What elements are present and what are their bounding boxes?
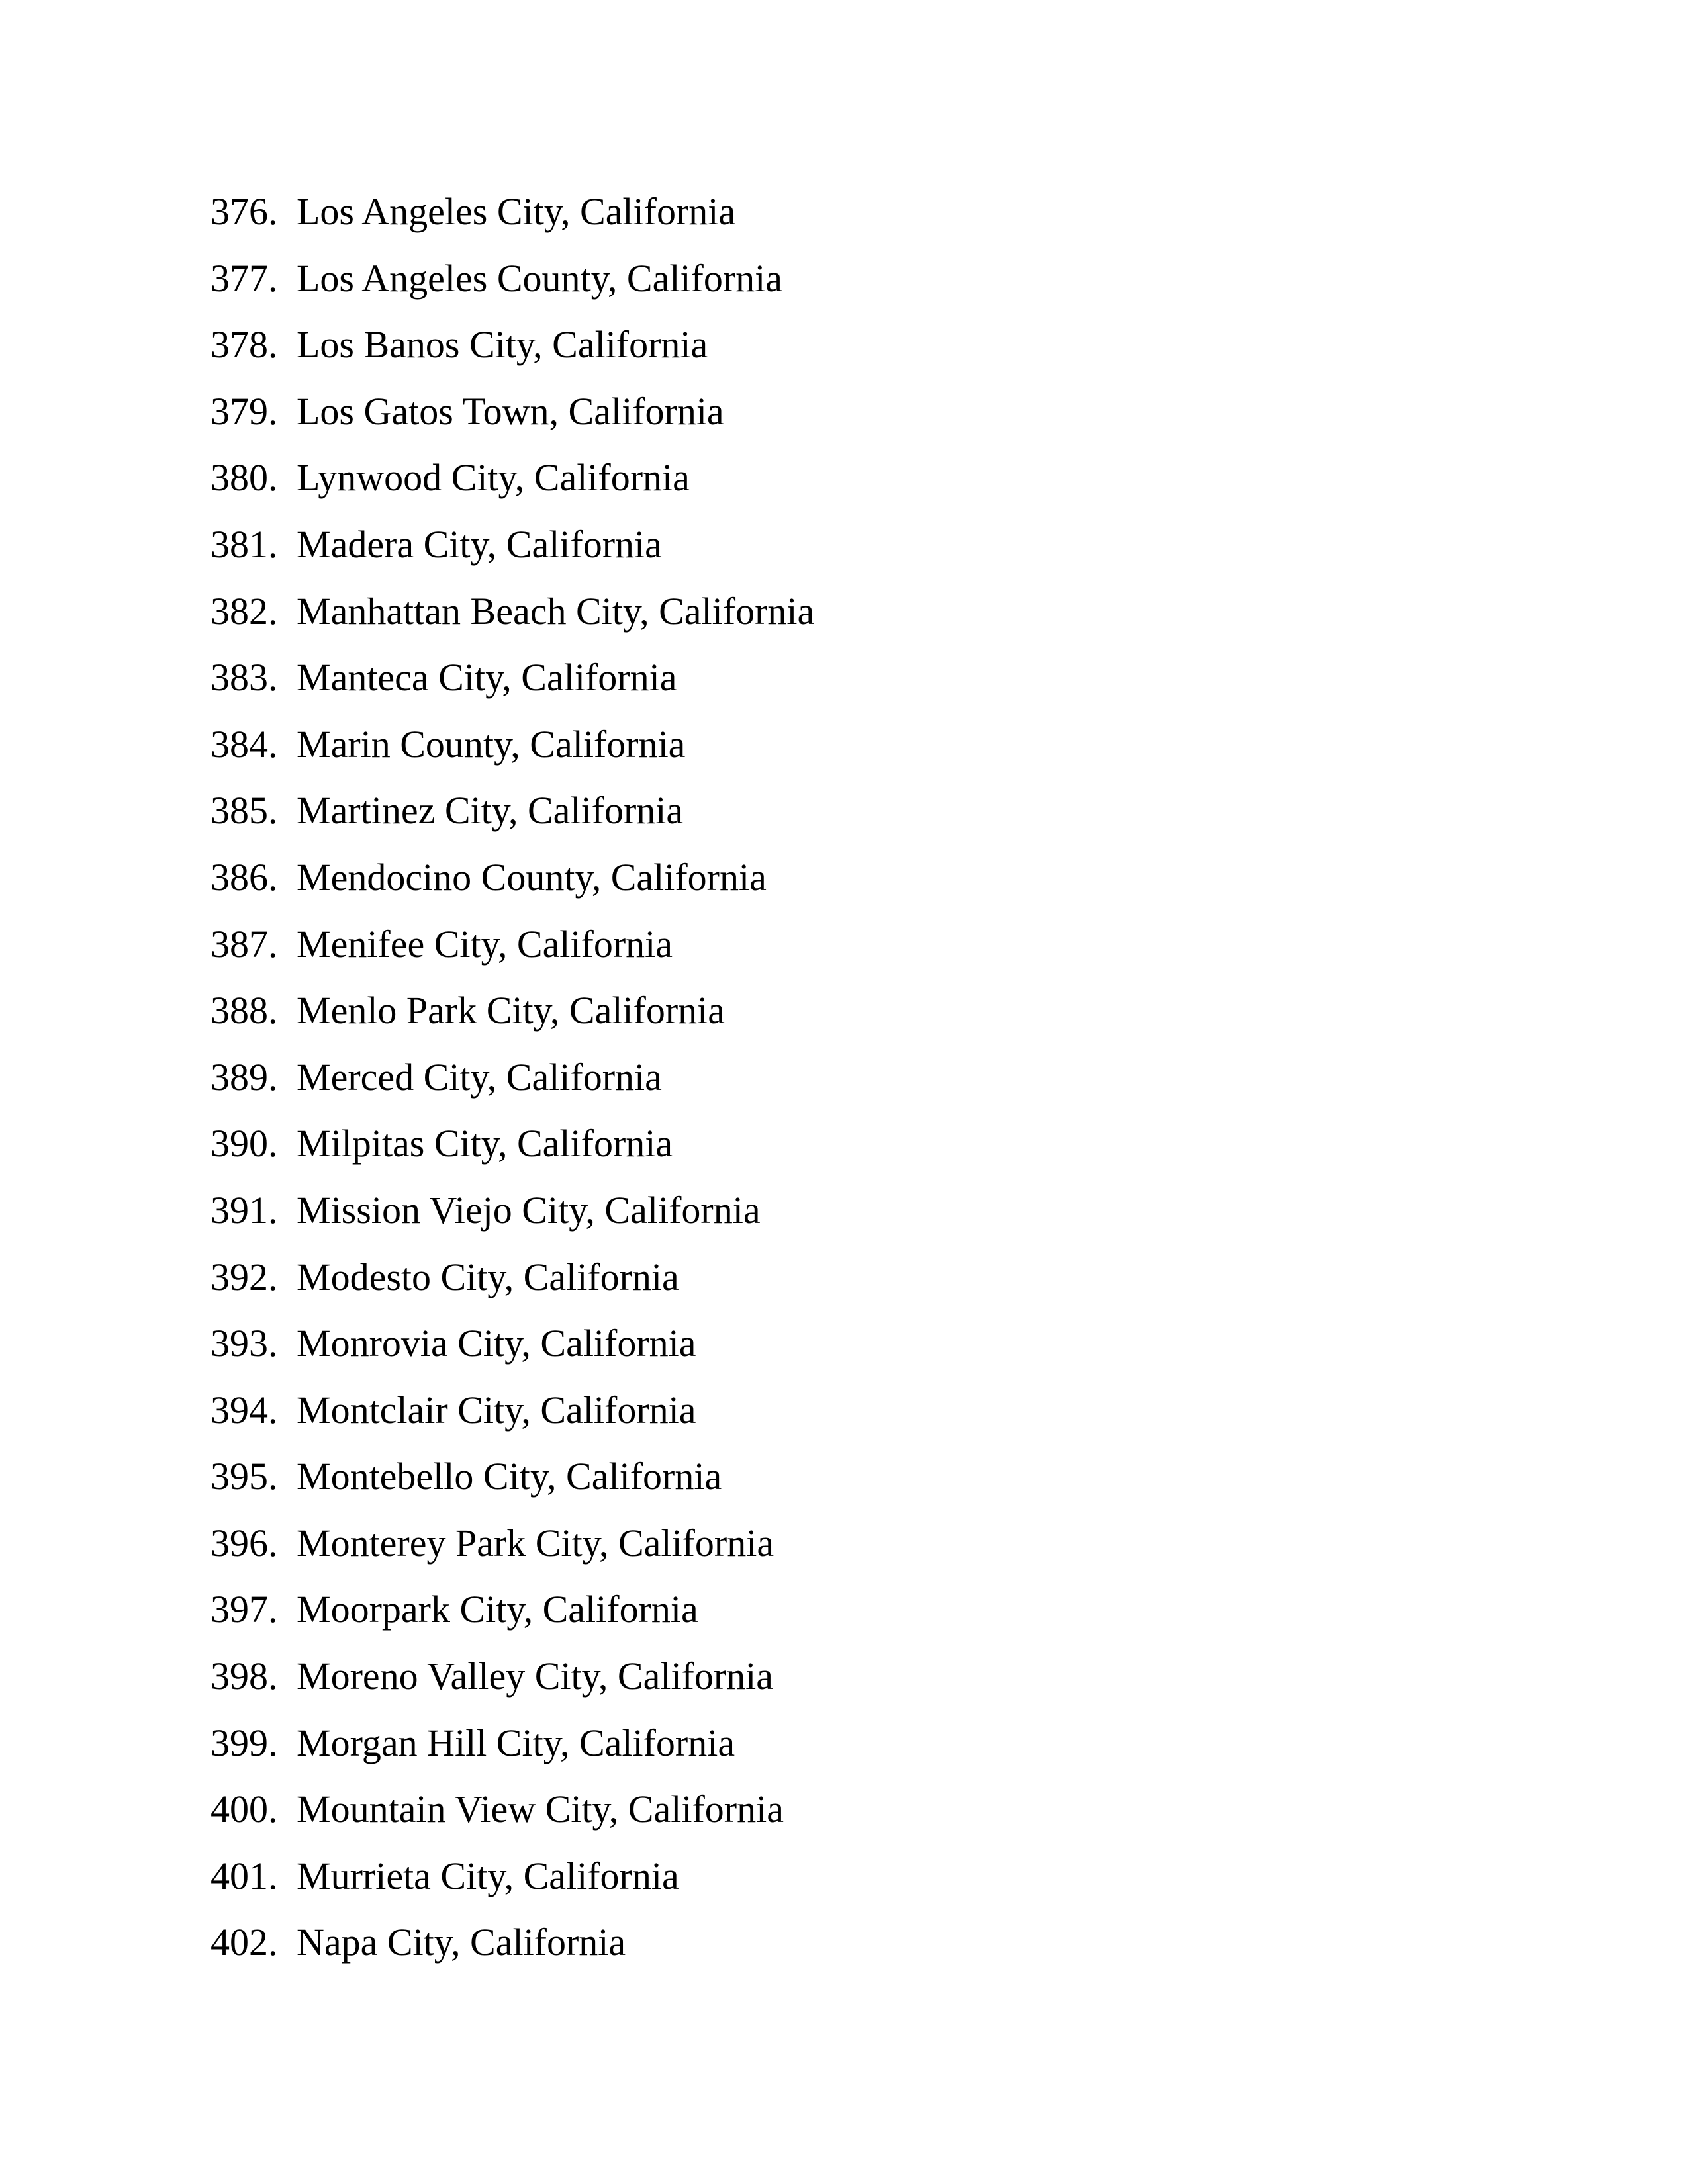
item-number: 377. bbox=[211, 256, 278, 300]
item-text: Murrieta City, California bbox=[297, 1854, 679, 1897]
item-text: Mendocino County, California bbox=[297, 855, 767, 899]
item-text: Menlo Park City, California bbox=[297, 989, 726, 1032]
item-number: 388. bbox=[211, 989, 278, 1032]
item-text: Los Banos City, California bbox=[297, 323, 708, 367]
item-number: 378. bbox=[211, 323, 278, 367]
item-number: 396. bbox=[211, 1521, 278, 1565]
item-number: 382. bbox=[211, 589, 278, 633]
item-text: Morgan Hill City, California bbox=[297, 1721, 735, 1764]
item-number: 397. bbox=[211, 1588, 278, 1631]
item-text: Manteca City, California bbox=[297, 656, 677, 700]
item-text: Napa City, California bbox=[297, 1921, 626, 1964]
item-text: Moreno Valley City, California bbox=[297, 1655, 774, 1698]
item-number: 391. bbox=[211, 1188, 278, 1232]
item-text: Montclair City, California bbox=[297, 1388, 696, 1432]
item-text: Martinez City, California bbox=[297, 789, 684, 833]
item-number: 395. bbox=[211, 1455, 278, 1498]
item-number: 392. bbox=[211, 1255, 278, 1298]
item-text: Monrovia City, California bbox=[297, 1322, 696, 1365]
item-number: 380. bbox=[211, 456, 278, 500]
item-number: 381. bbox=[211, 522, 278, 566]
item-text: Los Angeles City, California bbox=[297, 190, 736, 233]
item-text: Los Gatos Town, California bbox=[297, 389, 724, 433]
item-text: Madera City, California bbox=[297, 522, 662, 566]
item-number: 400. bbox=[211, 1788, 278, 1831]
item-text: Menifee City, California bbox=[297, 922, 673, 966]
item-text: Merced City, California bbox=[297, 1055, 662, 1099]
item-number: 402. bbox=[211, 1921, 278, 1964]
item-text: Mission Viejo City, California bbox=[297, 1188, 761, 1232]
item-number: 399. bbox=[211, 1721, 278, 1764]
item-text: Moorpark City, California bbox=[297, 1588, 698, 1631]
item-text: Los Angeles County, California bbox=[297, 256, 783, 300]
item-text: Lynwood City, California bbox=[297, 456, 690, 500]
item-number: 376. bbox=[211, 190, 278, 233]
item-number: 384. bbox=[211, 722, 278, 766]
item-text: Monterey Park City, California bbox=[297, 1521, 774, 1565]
item-number: 393. bbox=[211, 1322, 278, 1365]
item-number: 394. bbox=[211, 1388, 278, 1432]
item-number: 386. bbox=[211, 855, 278, 899]
item-number: 401. bbox=[211, 1854, 278, 1897]
item-number: 385. bbox=[211, 789, 278, 833]
item-text: Modesto City, California bbox=[297, 1255, 679, 1298]
item-text: Marin County, California bbox=[297, 722, 686, 766]
item-text: Mountain View City, California bbox=[297, 1788, 784, 1831]
item-number: 389. bbox=[211, 1055, 278, 1099]
item-number: 398. bbox=[211, 1655, 278, 1698]
item-number: 379. bbox=[211, 389, 278, 433]
item-text: Montebello City, California bbox=[297, 1455, 722, 1498]
item-number: 387. bbox=[211, 922, 278, 966]
item-number: 390. bbox=[211, 1122, 278, 1165]
item-number: 383. bbox=[211, 656, 278, 700]
item-text: Milpitas City, California bbox=[297, 1122, 673, 1165]
item-text: Manhattan Beach City, California bbox=[297, 589, 815, 633]
